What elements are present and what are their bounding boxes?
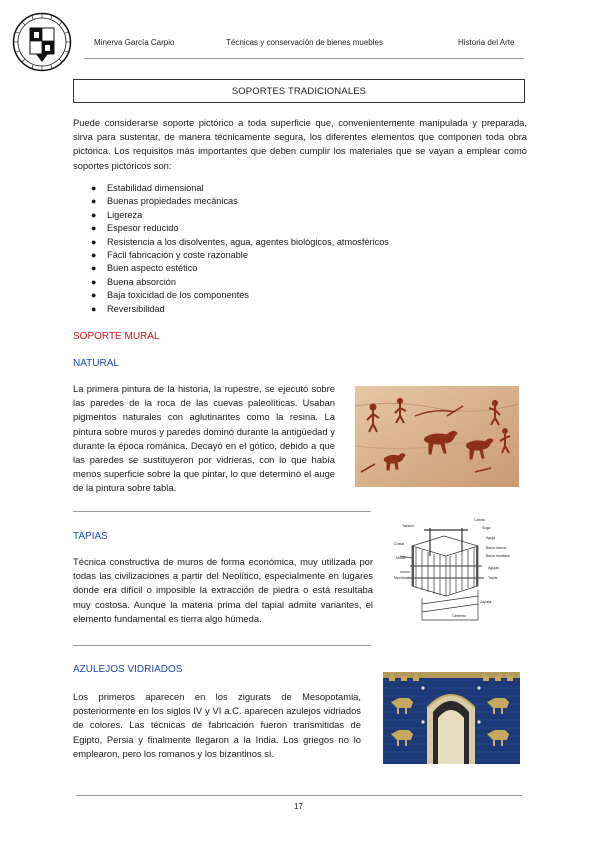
footer-divider [76,795,522,796]
tapias-paragraph: Técnica constructiva de muros de forma económica, muy utilizada por todas las civilizaciones a partir del Neolítico, especialmente en lugares donde era difícil o imposible la extracción de piedra o está resultaba muy costosa. Aunque la materia prima del tapial admite variantes, el elemento fundamental es tierra algo húmeda. [73,556,373,624]
header-author: Minerva García Carpio [94,38,175,47]
bullet-icon: ● [91,263,97,274]
diagram-label: Molde [396,556,406,560]
diagram-label: Barra mordaza [486,554,510,558]
natural-paragraph: La primera pintura de la historia, la rupestre, se ejecutó sobre las paredes de la roca de las cuevas paleolíticas. Usaban pigmentos naturales con aglutinantes como la resina. La pintura sobre muros y paredes dominó durante la antigüedad y durante la época románica. Decayó en el gótico, debido a que las paredes se sustituyeron por vidrieras, con lo que había menos superficie sobre la que pintar, lo que determinó el auge de la pintura sobre tabla. [73,383,335,494]
list-item: ● Buen aspecto estético [73,262,473,275]
bullet-icon: ● [91,196,97,207]
requirements-list [73,182,473,316]
diagram-label: Cimiento [452,614,467,618]
intro-paragraph: Puede considerarse soporte pictórico a toda superficie que, convenientemente manipulada y preparada, sirva para sustentar, de manera técnicamente segura, los diferentes elementos que componen toda obra pictórica. Los requisitos más importantes que deben cumplir los materiales que se vayan a emplear como soportes pictóricos son: [73,117,527,171]
diagram-label: Zapata [480,600,492,604]
diagram-label: Soga [482,526,491,530]
list-item: ● Fácil fabricación y coste razonable [73,249,473,262]
university-seal [12,12,72,72]
list-item: ● Espesor reducido [73,222,473,235]
diagram-label: Barra tranca [486,546,506,550]
diagram-label: Tablero [402,524,414,528]
bullet-icon: ● [91,183,97,193]
bullet-icon: ● [91,223,97,234]
header-course: Técnicas y conservación de bienes muebles [226,38,383,47]
subsection-heading-natural: NATURAL [73,358,119,369]
list-item: ● Reversibilidad [73,303,473,316]
bullet-icon: ● [91,209,97,220]
bullet-icon: ● [91,303,97,314]
tapias-divider [73,645,371,646]
list-item: ● Ligereza [73,209,473,222]
ishtar-gate-image [383,672,520,764]
azulejos-paragraph: Los primeros aparecen en los zigurats de Mesopotamia, posteriormente en los siglos IV y VI a.C. aparecen azulejos vidriados de colores. Las técnicas de fabricación fueron transmitidas de Egipto, Persia y finalmente llegaron a la India. Los griegos no lo emplearon, pero los romanos y los bizantinos sí. [73,691,361,759]
subsection-heading-azulejos: AZULEJOS VIDRIADOS [73,664,183,675]
header-subject: Historia del Arte [458,38,515,47]
diagram-label: Aguja [486,536,496,540]
tapial-diagram [392,516,518,624]
section-heading-soporte-mural: SOPORTE MURAL [73,331,160,342]
bullet-icon: ● [91,250,97,261]
list-item: ● Buena absorción [73,276,473,289]
bullet-icon: ● [91,236,97,247]
header-divider [84,58,524,59]
natural-divider [73,511,371,512]
list-item: ● Baja toxicidad de los componentes [73,289,473,302]
diagram-label: Tapial [488,576,498,580]
diagram-label: Mechinal [394,576,409,580]
list-item: ● Buenas propiedades mecánicas [73,195,473,208]
list-item: ● Resistencia a los disolventes, agua, agentes biológicos, atmosféricos [73,236,473,249]
diagram-label: Cabria [474,518,485,522]
list-item: ● Estabilidad dimensional [73,182,473,195]
diagram-label: Agujas [488,566,499,570]
cave-painting-image [355,386,519,487]
diagram-label: Costal [394,542,405,546]
subsection-heading-tapias: TAPIAS [73,531,108,542]
bullet-icon: ● [91,276,97,287]
bullet-icon: ● [91,290,97,301]
page-title: SOPORTES TRADICIONALES [73,79,525,103]
page-number: 17 [294,802,303,811]
